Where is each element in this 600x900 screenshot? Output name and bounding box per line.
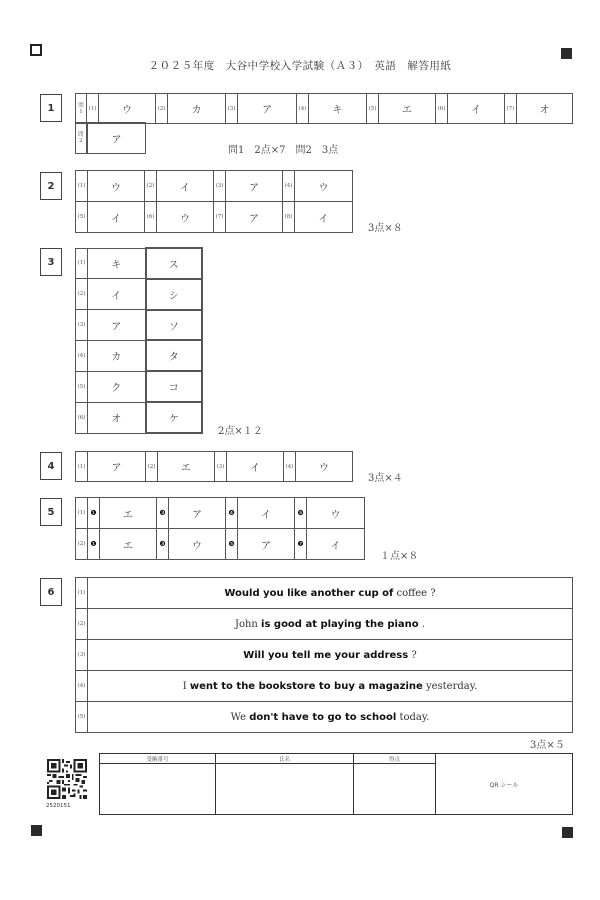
answer-sentence bbox=[88, 702, 573, 733]
exam-info-table bbox=[99, 753, 573, 815]
points-header: 得点 bbox=[354, 754, 436, 764]
answer-cell: イ bbox=[157, 171, 214, 202]
item-label: (1) bbox=[87, 94, 99, 124]
item-label: (8) bbox=[283, 202, 295, 233]
section-4-score: 3点×４ bbox=[368, 473, 403, 484]
table-row bbox=[76, 671, 573, 702]
item-label: (3) bbox=[226, 94, 238, 124]
item-label: (5) bbox=[367, 94, 379, 124]
answer-cell: キ bbox=[309, 94, 367, 124]
sentence-answer: is good at playing the piano bbox=[261, 618, 419, 630]
item-label: (3) bbox=[76, 640, 88, 671]
answer-cell: エ bbox=[100, 498, 157, 529]
answer-cell: イ bbox=[448, 94, 505, 124]
item-label: (5) bbox=[76, 202, 88, 233]
registration-mark-bottom-right bbox=[562, 827, 573, 838]
registration-mark-top-left bbox=[30, 44, 42, 56]
sub-item-mark: ❼ bbox=[295, 529, 307, 560]
table-row bbox=[76, 402, 203, 433]
answer-cell: ア bbox=[238, 94, 297, 124]
answer-cell: ス bbox=[146, 248, 203, 279]
section-2-number: 2 bbox=[40, 172, 62, 200]
answer-cell: イ bbox=[88, 279, 146, 310]
answer-cell: エ bbox=[379, 94, 436, 124]
section-2-score: 3点×８ bbox=[368, 223, 403, 234]
answer-sentence bbox=[88, 640, 573, 671]
answer-cell: イ bbox=[88, 202, 145, 233]
answer-cell: シ bbox=[146, 279, 203, 310]
section-6-table bbox=[75, 577, 573, 733]
item-label: (2) bbox=[156, 94, 168, 124]
table-row bbox=[76, 452, 353, 482]
page-title: ２０２５年度 大谷中学校入学試験（Ａ３） 英語 解答用紙 bbox=[148, 60, 452, 72]
sub-item-mark: ❸ bbox=[157, 529, 169, 560]
section-5-number: 5 bbox=[40, 498, 62, 526]
answer-cell: イ bbox=[238, 498, 295, 529]
section-3-number: 3 bbox=[40, 248, 62, 276]
item-label: (2) bbox=[76, 279, 88, 310]
table-row bbox=[76, 578, 573, 609]
sentence-pre: I bbox=[182, 680, 187, 692]
exam-number-header: 受験番号 bbox=[100, 754, 216, 764]
answer-cell: エ bbox=[158, 452, 215, 482]
section-1-score: 問1 2点×7 問2 3点 bbox=[228, 145, 339, 156]
answer-cell: ア bbox=[226, 171, 283, 202]
table-row bbox=[76, 371, 203, 402]
registration-mark-bottom-left bbox=[31, 825, 42, 836]
section-4-table bbox=[75, 451, 353, 482]
answer-cell: イ bbox=[295, 202, 353, 233]
sentence-post: ? bbox=[411, 649, 417, 661]
item-label: (1) bbox=[76, 578, 88, 609]
table-row bbox=[76, 609, 573, 640]
sentence-post: . bbox=[421, 618, 426, 630]
answer-cell: オ bbox=[517, 94, 573, 124]
section-5-table bbox=[75, 497, 365, 560]
question-1-label: 問 1 bbox=[76, 94, 87, 124]
answer-cell: ア bbox=[238, 529, 295, 560]
section-6-number: 6 bbox=[40, 578, 62, 606]
answer-sentence bbox=[88, 578, 573, 609]
sub-item-mark: ❶ bbox=[88, 529, 100, 560]
answer-cell: ア bbox=[88, 452, 146, 482]
sentence-answer: went to the bookstore to buy a magazine bbox=[189, 680, 423, 692]
table-row bbox=[76, 640, 573, 671]
item-label: (5) bbox=[76, 702, 88, 733]
name-header: 氏名 bbox=[216, 754, 354, 764]
answer-cell: ア bbox=[226, 202, 283, 233]
answer-cell: ク bbox=[88, 371, 146, 402]
section-5-score: １点×８ bbox=[380, 551, 419, 562]
sentence-pre: We bbox=[230, 711, 247, 723]
points-field[interactable] bbox=[354, 764, 436, 815]
section-3-table bbox=[75, 247, 203, 434]
item-label: (7) bbox=[214, 202, 226, 233]
table-row bbox=[76, 340, 203, 371]
sub-item-mark: ❺ bbox=[295, 498, 307, 529]
sentence-answer: Will you tell me your address bbox=[243, 649, 409, 661]
table-row bbox=[76, 202, 353, 233]
item-label: (2) bbox=[145, 171, 157, 202]
item-label: (3) bbox=[214, 171, 226, 202]
section-1-q2-table bbox=[75, 122, 146, 154]
item-label: (6) bbox=[76, 402, 88, 433]
answer-cell: ウ bbox=[295, 171, 353, 202]
answer-cell: ウ bbox=[307, 498, 365, 529]
answer-cell: ソ bbox=[146, 310, 203, 341]
table-row bbox=[76, 529, 365, 560]
answer-sentence bbox=[88, 671, 573, 702]
item-label: (1) bbox=[76, 171, 88, 202]
answer-cell: ア bbox=[87, 123, 146, 154]
answer-cell: キ bbox=[88, 248, 146, 279]
sub-item-mark: ❸ bbox=[157, 498, 169, 529]
item-label: (4) bbox=[297, 94, 309, 124]
answer-cell: ア bbox=[169, 498, 226, 529]
answer-cell: ア bbox=[88, 310, 146, 341]
answer-cell: カ bbox=[88, 340, 146, 371]
qr-code-icon bbox=[47, 759, 87, 799]
item-label: (2) bbox=[76, 529, 88, 560]
item-label: (5) bbox=[76, 371, 88, 402]
section-1-q1-table bbox=[75, 93, 573, 124]
sub-item-mark: ❹ bbox=[226, 498, 238, 529]
sentence-post: yesterday. bbox=[425, 680, 478, 692]
answer-cell: ケ bbox=[146, 402, 203, 433]
table-row bbox=[76, 310, 203, 341]
item-label: (2) bbox=[76, 609, 88, 640]
name-field[interactable] bbox=[216, 764, 354, 815]
table-row bbox=[76, 702, 573, 733]
item-label: (1) bbox=[76, 498, 88, 529]
answer-cell: ウ bbox=[88, 171, 145, 202]
exam-number-field[interactable] bbox=[100, 764, 216, 815]
answer-cell: コ bbox=[146, 371, 203, 402]
table-row bbox=[76, 279, 203, 310]
qr-code-number: 2520151 bbox=[46, 803, 71, 809]
answer-cell: オ bbox=[88, 402, 146, 433]
sentence-answer: Would you like another cup of bbox=[224, 587, 394, 599]
section-4-number: 4 bbox=[40, 452, 62, 480]
sub-item-mark: ❶ bbox=[88, 498, 100, 529]
section-2-table bbox=[75, 170, 353, 233]
answer-cell: イ bbox=[227, 452, 284, 482]
table-row bbox=[76, 498, 365, 529]
answer-cell: ウ bbox=[169, 529, 226, 560]
answer-cell: ウ bbox=[157, 202, 214, 233]
item-label: (4) bbox=[283, 171, 295, 202]
qr-seal-area: QR シール bbox=[436, 754, 573, 815]
section-1-q1-row bbox=[76, 94, 573, 124]
answer-cell: カ bbox=[168, 94, 226, 124]
item-label: (4) bbox=[76, 671, 88, 702]
sentence-pre: John bbox=[234, 618, 258, 630]
item-label: (3) bbox=[76, 310, 88, 341]
answer-cell: イ bbox=[307, 529, 365, 560]
sentence-post: coffee ? bbox=[396, 587, 436, 599]
section-1-number: 1 bbox=[40, 94, 62, 122]
item-label: (2) bbox=[146, 452, 158, 482]
question-2-label: 問 2 bbox=[76, 123, 87, 154]
item-label: (4) bbox=[76, 340, 88, 371]
item-label: (1) bbox=[76, 248, 88, 279]
item-label: (4) bbox=[284, 452, 296, 482]
sub-item-mark: ❺ bbox=[226, 529, 238, 560]
table-row bbox=[76, 248, 203, 279]
section-3-score: 2点×１２ bbox=[218, 426, 263, 437]
answer-cell: タ bbox=[146, 340, 203, 371]
item-label: (6) bbox=[145, 202, 157, 233]
item-label: (1) bbox=[76, 452, 88, 482]
section-6-score: 3点×５ bbox=[530, 740, 565, 751]
item-label: (7) bbox=[505, 94, 517, 124]
answer-sentence bbox=[88, 609, 573, 640]
item-label: (6) bbox=[436, 94, 448, 124]
item-label: (3) bbox=[215, 452, 227, 482]
sentence-post: today. bbox=[399, 711, 430, 723]
answer-cell: エ bbox=[100, 529, 157, 560]
answer-cell: ウ bbox=[99, 94, 156, 124]
answer-cell: ウ bbox=[296, 452, 353, 482]
table-row bbox=[76, 171, 353, 202]
sentence-answer: don't have to go to school bbox=[249, 711, 397, 723]
